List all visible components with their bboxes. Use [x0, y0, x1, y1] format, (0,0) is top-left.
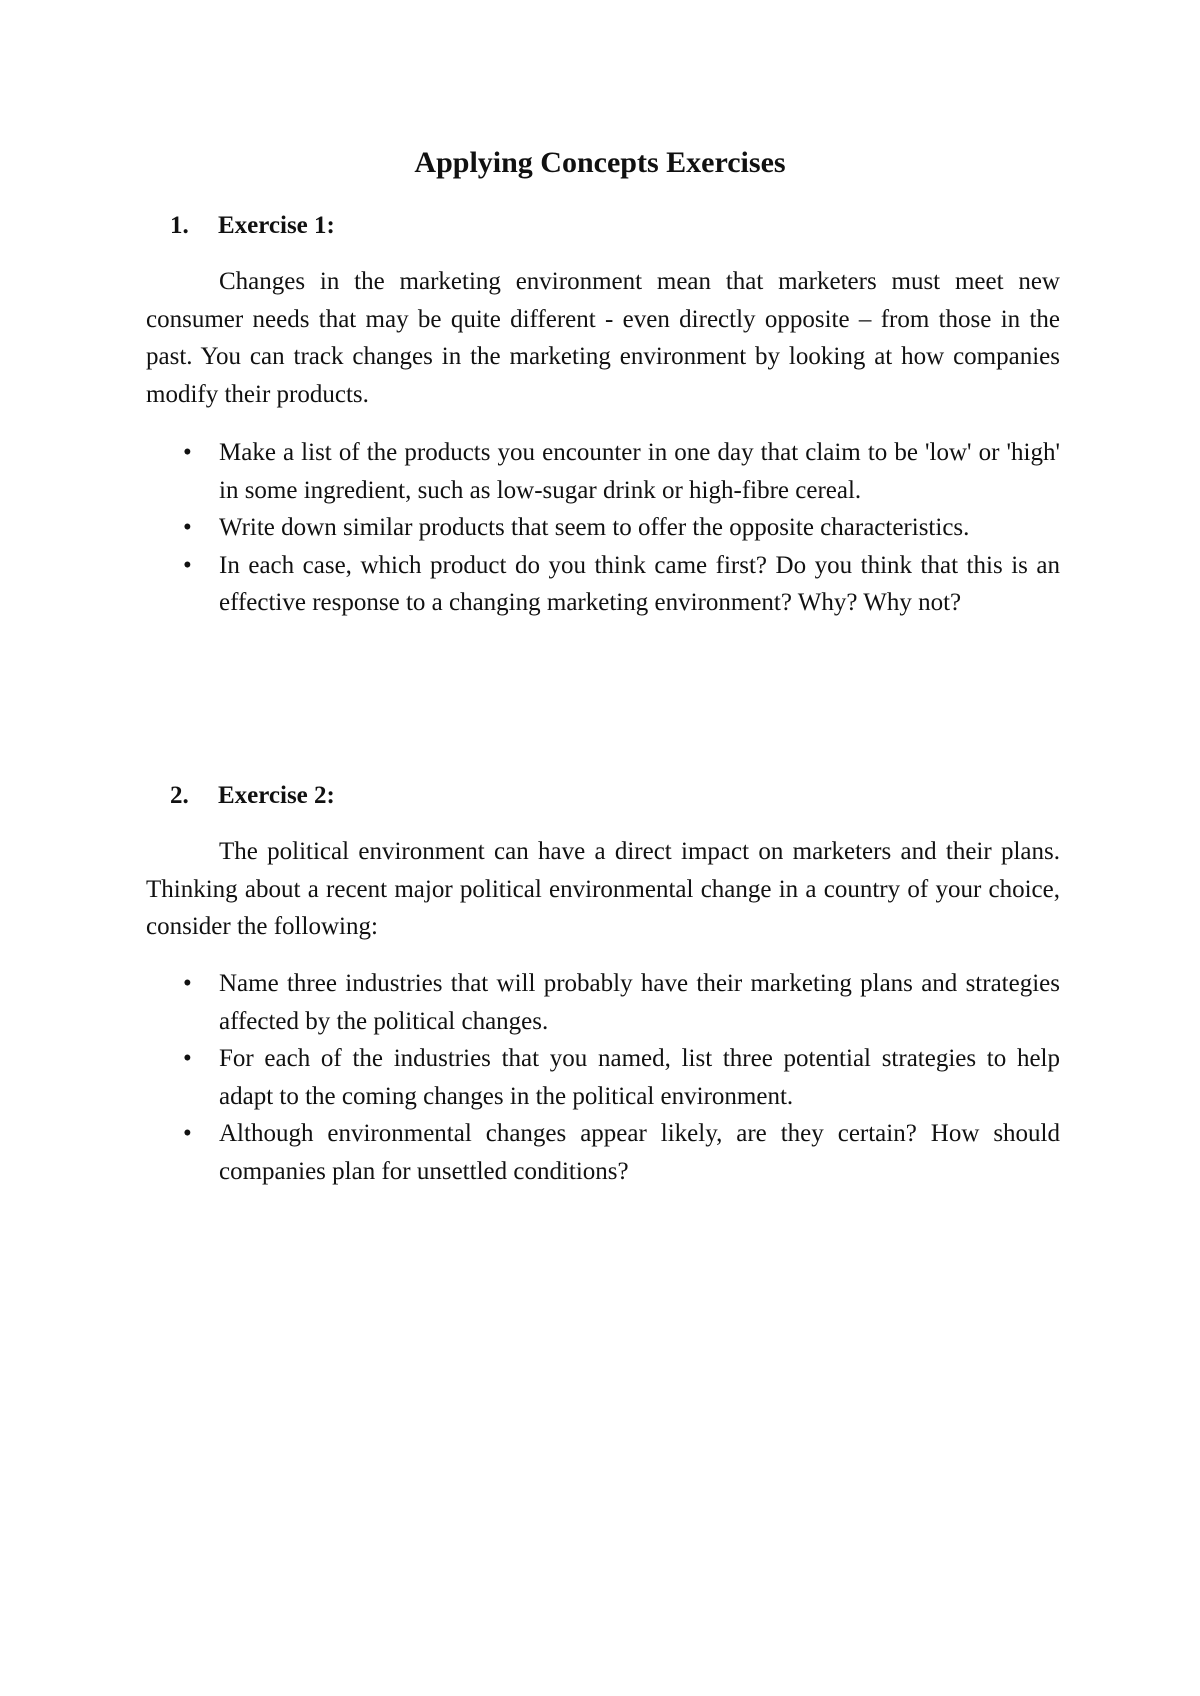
exercise-1-number: 1.: [170, 212, 189, 239]
bullet-icon: •: [183, 439, 192, 466]
bullet-icon: •: [183, 1120, 192, 1147]
exercise-1-title: Exercise 1:: [218, 212, 335, 239]
exercise-2-title: Exercise 2:: [218, 782, 335, 809]
list-item: [146, 1115, 1060, 1190]
exercise-2-paragraph: The political environment can have a direct impact on marketers and their plans. Thinking about a recent major political environmental change in a country of your choice, consider the following:: [146, 838, 1060, 940]
bullet-text: Make a list of the products you encounter in one day that claim to be 'low' or 'high' in some ingredient, such as low-sugar drink or high-fibre cereal.: [219, 439, 1060, 504]
exercise-2-number: 2.: [170, 782, 189, 809]
list-item: [146, 509, 1060, 547]
bullet-icon: •: [183, 514, 192, 541]
bullet-text: For each of the industries that you named, list three potential strategies to help adapt to the coming changes in the political environment.: [219, 1045, 1060, 1110]
bullet-text: In each case, which product do you think came first? Do you think that this is an effective response to a changing marketing environment? Why? Why not?: [219, 551, 1060, 616]
exercise-1-heading: [170, 210, 335, 242]
bullet-icon: •: [183, 551, 192, 579]
exercise-2-heading: [170, 780, 335, 812]
bullet-text: Although environmental changes appear likely, are they certain? How should companies plan for unsettled conditions?: [219, 1120, 1060, 1185]
bullet-text: Name three industries that will probably have their marketing plans and strategies affected by the political changes.: [219, 970, 1060, 1035]
exercise-1-paragraph: Changes in the marketing environment mean that marketers must meet new consumer needs that may be quite different - even directly opposite – from those in the past. You can track changes in the marketing environment by looking at how companies modify their products.: [146, 268, 1060, 408]
page-title: Applying Concepts Exercises: [414, 146, 786, 179]
exercise-1-bullet-list: [146, 434, 1060, 622]
exercise-2-bullet-list: [146, 965, 1060, 1190]
list-item: [146, 1040, 1060, 1115]
bullet-text: Write down similar products that seem to offer the opposite characteristics.: [219, 514, 970, 541]
bullet-icon: •: [183, 1045, 192, 1072]
bullet-icon: •: [183, 970, 192, 997]
list-item: [146, 965, 1060, 1040]
list-item: [146, 547, 1060, 622]
list-item: [146, 434, 1060, 509]
